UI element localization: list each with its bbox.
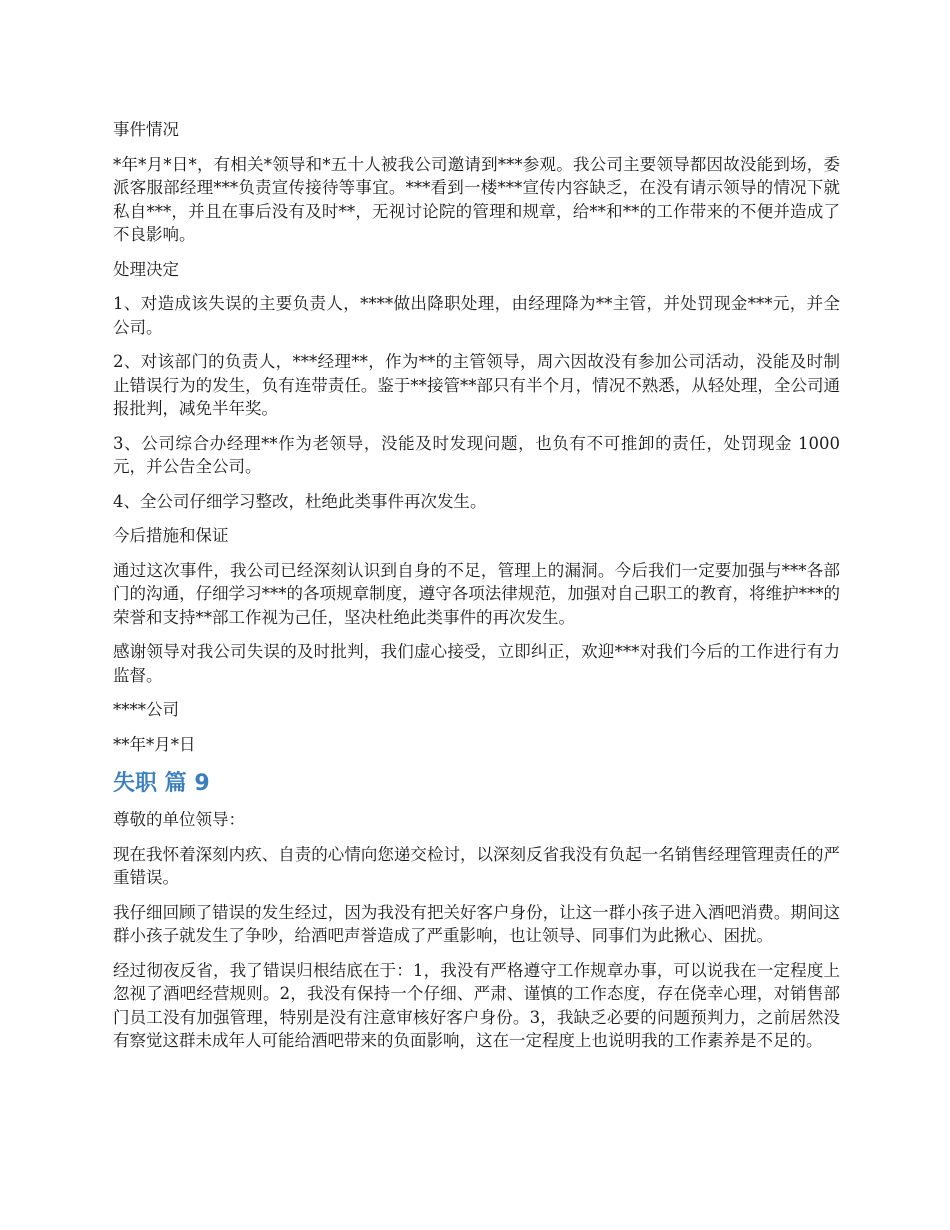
letter-paragraph-2: 我仔细回顾了错误的发生经过，因为我没有把关好客户身份，让这一群小孩子进入酒吧消费。期间这群小孩子就发生了争吵，给酒吧声誉造成了严重影响，也让领导、同事们为此揪心、困扰。 bbox=[113, 902, 840, 945]
signature-date: **年*月*日 bbox=[113, 734, 196, 754]
letter-paragraph-1: 现在我怀着深刻内疚、自责的心情向您递交检讨，以深刻反省我没有负起一名销售经理管理责任的严重错误。 bbox=[113, 844, 840, 887]
section-label-decision: 处理决定 bbox=[113, 259, 179, 279]
incident-paragraph: *年*月*日*，有相关*领导和*五十人被我公司邀请到***参观。我公司主要领导都因故没能到场，委派客服部经理***负责宣传接待等事宜。***看到一楼***宣传内容缺乏，在没有请示领导的情况下就私自***，并且在事后没有及时**，无视讨论院的管理和规章，给**和**的工作带来的不便并造成了不良影响。 bbox=[113, 154, 840, 244]
letter-paragraph-3: 经过彻夜反省，我了错误归根结底在于：1，我没有严格遵守工作规章办事，可以说我在一定程度上忽视了酒吧经营规则。2，我没有保持一个仔细、严肃、谨慎的工作态度，存在侥幸心理，对销售部门员工没有加强管理，特别是没有注意审核好客户身份。3，我缺乏必要的问题预判力，之前居然没有察觉这群未成年人可能给酒吧带来的负面影响，这在一定程度上也说明我的工作素养是不足的。 bbox=[113, 960, 840, 1050]
thanks-paragraph: 感谢领导对我公司失误的及时批判，我们虚心接受，立即纠正，欢迎***对我们今后的工作进行有力监督。 bbox=[113, 642, 840, 685]
measures-paragraph: 通过这次事件，我公司已经深刻认识到自身的不足，管理上的漏洞。今后我们一定要加强与***各部门的沟通，仔细学习***的各项规章制度，遵守各项法律规范，加强对自己职工的教育，将维护***的荣誉和支持**部工作视为己任，坚决杜绝此类事件的再次发生。 bbox=[113, 560, 840, 627]
decision-item-3: 3、公司综合办经理**作为老领导，没能及时发现问题，也负有不可推卸的责任，处罚现金 1000 元，并公告全公司。 bbox=[113, 433, 840, 476]
decision-item-4: 4、全公司仔细学习整改，杜绝此类事件再次发生。 bbox=[113, 491, 487, 511]
document-body bbox=[113, 118, 840, 1064]
salutation: 尊敬的单位领导： bbox=[113, 810, 245, 829]
decision-item-2: 2、对该部门的负责人，***经理**，作为**的主管领导，周六因故没有参加公司活动，没能及时制止错误行为的发生，负有连带责任。鉴于**接管**部只有半个月，情况不熟悉，从轻处理，全公司通报批判，减免半年奖。 bbox=[113, 352, 840, 418]
signature-company: ****公司 bbox=[113, 700, 179, 719]
section-heading-9: 失职 篇 9 bbox=[113, 771, 210, 796]
section-label-incident: 事件情况 bbox=[113, 120, 179, 139]
section-label-measures: 今后措施和保证 bbox=[113, 526, 229, 545]
decision-item-1: 1、对造成该失误的主要负责人，****做出降职处理，由经理降为**主管，并处罚现金***元，并全公司。 bbox=[113, 294, 840, 337]
